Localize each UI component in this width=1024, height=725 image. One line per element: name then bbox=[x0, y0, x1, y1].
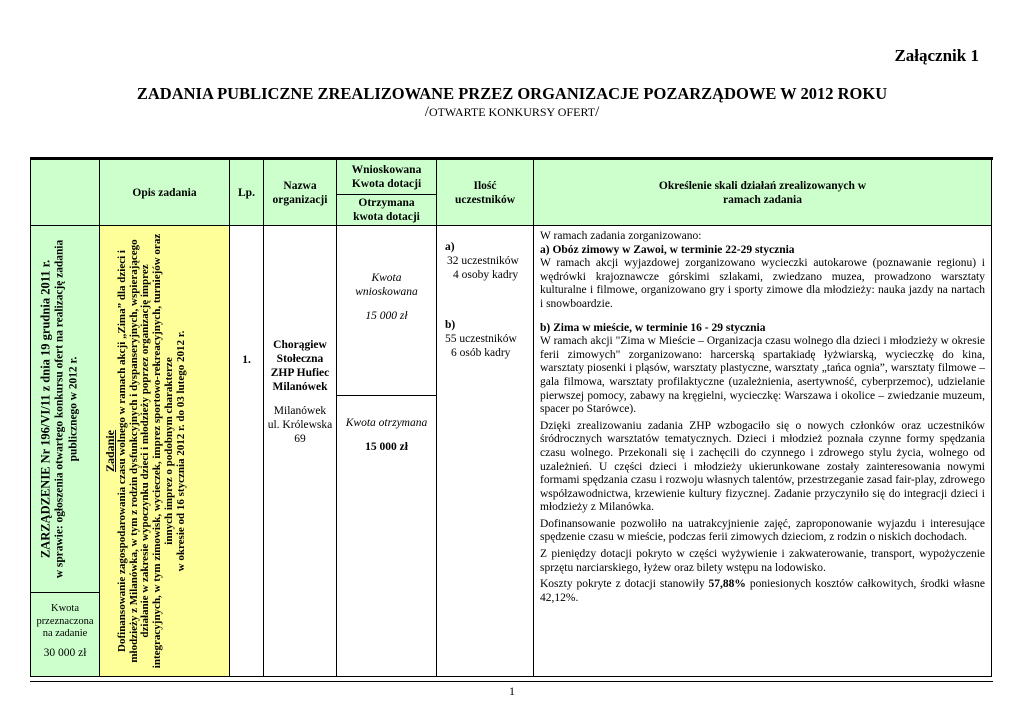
desc-b-text: W ramach akcji "Zima w Mieście – Organizacja czasu wolnego dla dzieci i młodzieży w okresie ferii zimowych" zorganizowano: harcerską spartakiadę łyżwiarską, wycieczkę do kina, warsztaty piosenki i pląsów, warsztaty plastyczne, warsztaty „tańca ognia”, warsztaty filmowe – gala filmowa, warsztaty profilaktyczne (uzależnienia, asertywność, cyberprzemoc), udzielanie pierwszej pomocy, zabawy na kręgielni, wycieczkę: Warszawa i okolice – zwiedzanie muzeum, spacer po Starówce). bbox=[540, 335, 985, 416]
header-nazwa: Nazwa organizacji bbox=[264, 160, 337, 226]
desc-funding: Dofinansowanie pozwoliło na uatrakcyjnienie zajęć, zaproponowanie wyjazdu i interesujące spędzenie czasu w mieście, podczas ferii zimowych dzieciom, z rodzin o niskich dochodach. bbox=[540, 517, 985, 544]
header-opis: Opis zadania bbox=[100, 160, 230, 226]
kwota-wnioskowana-value: 15 000 zł bbox=[365, 310, 408, 322]
participants-b-label: b) bbox=[445, 319, 456, 331]
zarzadzenie-cell bbox=[31, 226, 100, 593]
desc-a-title: a) Obóz zimowy w Zawoi, w terminie 22-29 stycznia bbox=[540, 243, 795, 256]
participants-b-count: 55 uczestników bbox=[445, 333, 517, 345]
subtitle-suffix: / bbox=[595, 104, 600, 120]
kwota-otrzymana-value: 15 000 zł bbox=[365, 441, 408, 453]
organization-name: Chorągiew Stołeczna ZHP Hufiec Milanówek bbox=[270, 339, 330, 393]
kwota-przeznaczona-cell bbox=[31, 593, 100, 677]
page-subtitle bbox=[0, 104, 1024, 120]
subtitle-prefix: / bbox=[424, 104, 429, 120]
zarzadzenie-text bbox=[38, 232, 94, 587]
organization-cell bbox=[264, 226, 337, 677]
participants-a-count: 32 uczestników bbox=[447, 255, 519, 267]
zadanie-text-block bbox=[105, 232, 225, 670]
page-number: 1 bbox=[509, 684, 515, 698]
row-lp: 1. bbox=[230, 226, 264, 677]
kwota-otrzymana-label: Kwota otrzymana bbox=[345, 417, 428, 429]
desc-cost-share-percent: 57,88% bbox=[708, 578, 746, 591]
desc-cost-share-pre: Koszty pokryte z dotacji stanowiły bbox=[540, 578, 705, 591]
participants-a-staff: 4 osoby kadry bbox=[453, 269, 519, 281]
kwota-otrzymana-cell bbox=[337, 396, 437, 677]
kwota-wnioskowana-label: Kwota wnioskowana bbox=[355, 272, 418, 298]
header-otrzymana: Otrzymana kwota dotacji bbox=[337, 195, 437, 226]
participants-cell bbox=[437, 226, 534, 677]
kwota-przeznaczona-label: Kwota przeznaczona na zadanie bbox=[36, 603, 94, 639]
tasks-table bbox=[30, 157, 993, 677]
header-ilosc: Ilość uczestników bbox=[437, 160, 534, 226]
zadanie-cell bbox=[100, 226, 230, 677]
desc-cost-share bbox=[540, 578, 985, 605]
zadanie-heading: Zadanie bbox=[103, 430, 117, 473]
desc-b-title: b) Zima w mieście, w terminie 16 - 29 stycznia bbox=[540, 321, 766, 334]
kwota-przeznaczona-value: 30 000 zł bbox=[43, 646, 87, 659]
zarzadzenie-number: ZARZĄDZENIE Nr 196/VI/11 z dnia 19 grudnia 2011 r. bbox=[38, 259, 53, 559]
participants-a-label: a) bbox=[445, 241, 455, 253]
desc-costs-covered: Z pieniędzy dotacji pokryto w części wyżywienie i zakwaterowanie, transport, wypożyczenie sprzętu narciarskiego, łyżew oraz bilety wstępu na lodowisko. bbox=[540, 548, 985, 574]
attachment-label: Załącznik 1 bbox=[894, 46, 979, 65]
organization-address: Milanówek ul. Królewska 69 bbox=[267, 405, 333, 445]
zadanie-period: w okresie od 16 stycznia 2012 r. do 03 lutego 2012 r. bbox=[174, 330, 187, 572]
participants-b-staff: 6 osób kadry bbox=[451, 347, 511, 359]
kwota-wnioskowana-cell bbox=[337, 226, 437, 396]
header-skala: Określenie skali działań zrealizowanych w ramach zadania bbox=[534, 160, 992, 226]
subtitle-text: OTWARTE KONKURSY OFERT bbox=[428, 105, 596, 119]
desc-intro: W ramach zadania zorganizowano: bbox=[540, 230, 702, 242]
zarzadzenie-subject: w sprawie: ogłoszenia otwartego konkursu ofert na realizację zadania publicznego w 2012 r. bbox=[53, 239, 79, 579]
desc-a-text: W ramach akcji wyjazdowej zorganizowano wycieczki autokarowe (poznawanie regionu) i wędrówki krajoznawcze górskimi szlakami, zwiedzano muzea, prowadzono warsztaty kulturalne i filmowe, organizowano gry i sporty zimowe dla młodzieży: nauka jazdy na nartach i snowboardzie. bbox=[540, 257, 985, 310]
header-empty-cell bbox=[31, 160, 100, 226]
desc-results: Dzięki zrealizowaniu zadania ZHP wzbogaciło się o nowych członków oraz uczestników śródrocznych warsztatów tematycznych. Dzieci i młodzież poznała czynne formy spędzania czasu wolnego. Przekonali się i zachęcili do czynnego i zdrowego stylu życia, wolnego od uzależnień. U części dzieci i młodzieży ukierunkowane zostały zainteresowania nowymi formami spędzania czasu i rozwoju własnych talentów, przestrzeganie zasad fair-play, zdrowego współzawodnictwa, krzewienie kultury fizycznej. Zadanie przyczyniło się do integracji dzieci i młodzieży z Milanówka. bbox=[540, 419, 985, 514]
page-title: ZADANIA PUBLICZNE ZREALIZOWANE PRZEZ ORGANIZACJE POZARZĄDOWE W 2012 ROKU bbox=[136, 84, 888, 103]
scale-description-cell bbox=[534, 226, 992, 677]
desc-cost-share-post: poniesionych kosztów całkowitych, środki własne 42,12%. bbox=[540, 578, 985, 604]
header-wnioskowana: Wnioskowana Kwota dotacji bbox=[337, 160, 437, 195]
footer-line bbox=[30, 681, 993, 682]
zadanie-description: Dofinansowanie zagospodarowania czasu wolnego w ramach akcji „Zima” dla dzieci i młodzieży z Milanówka, w tym z rodzin dysfunkcyjnych i dyspanseryjnych, wspierającego działanie w zakresie wypoczynku dzieci i młodzieży poprzez organizację imprez integracyjnych, w tym zimowisk, wycieczek, imprez sportowo-rekreacyjnych, turniejów oraz innych imprez o podobnym charakterze bbox=[115, 233, 175, 669]
header-lp: Lp. bbox=[230, 160, 264, 226]
